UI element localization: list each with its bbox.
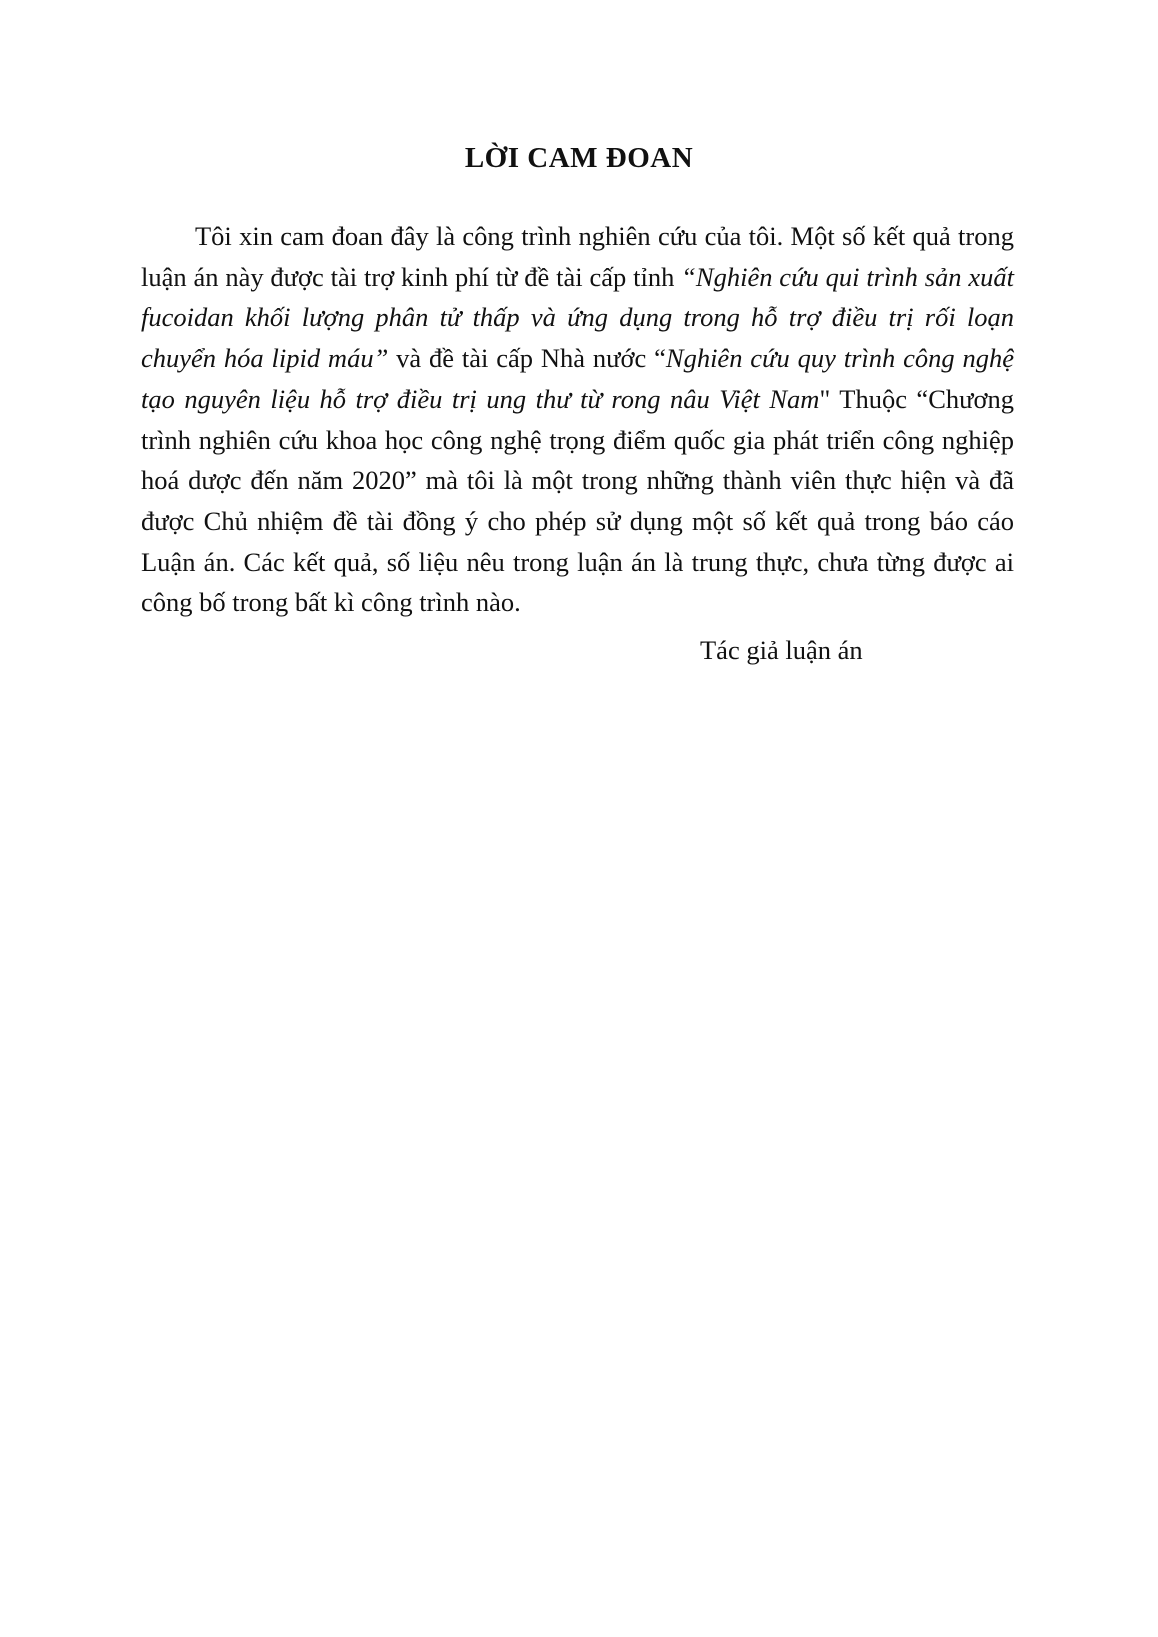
page-title: LỜI CAM ĐOAN — [464, 142, 694, 174]
declaration-text-run-5: " Thuộc “Chương trình nghiên cứu khoa học công nghệ trọng điểm quốc gia phát triển công nghiệp hoá dược đến năm 2020” mà tôi là một trong những thành viên thực hiện và đã được Chủ nhiệm đề tài đồng ý cho phép sử dụng một số kết quả trong báo cáo Luận án. Các kết quả, số liệu nêu trong luận án là trung thực, chưa từng được ai công bố trong bất kì công trình nào. — [141, 383, 1014, 618]
author-signature-line: Tác giả luận án — [700, 635, 863, 665]
declaration-text-run-3: và đề tài cấp Nhà nước “ — [388, 343, 666, 374]
declaration-text-run-1: Tôi xin cam đoan đây là công trình nghiên cứu của tôi. Một số kết quả trong luận án này được tài trợ kinh phí từ đề tài cấp tỉnh — [141, 221, 1014, 292]
national-project-title: Nghiên cứu quy trình công nghệ tạo nguyên liệu hỗ trợ điều trị ung thư từ rong nâu Việt Nam — [141, 343, 1015, 414]
provincial-project-title: “Nghiên cứu qui trình sản xuất fucoidan khối lượng phân tử thấp và ứng dụng trong hỗ trợ điều trị rối loạn chuyển hóa lipid máu” — [141, 261, 1014, 374]
declaration-paragraph — [141, 216, 1014, 623]
